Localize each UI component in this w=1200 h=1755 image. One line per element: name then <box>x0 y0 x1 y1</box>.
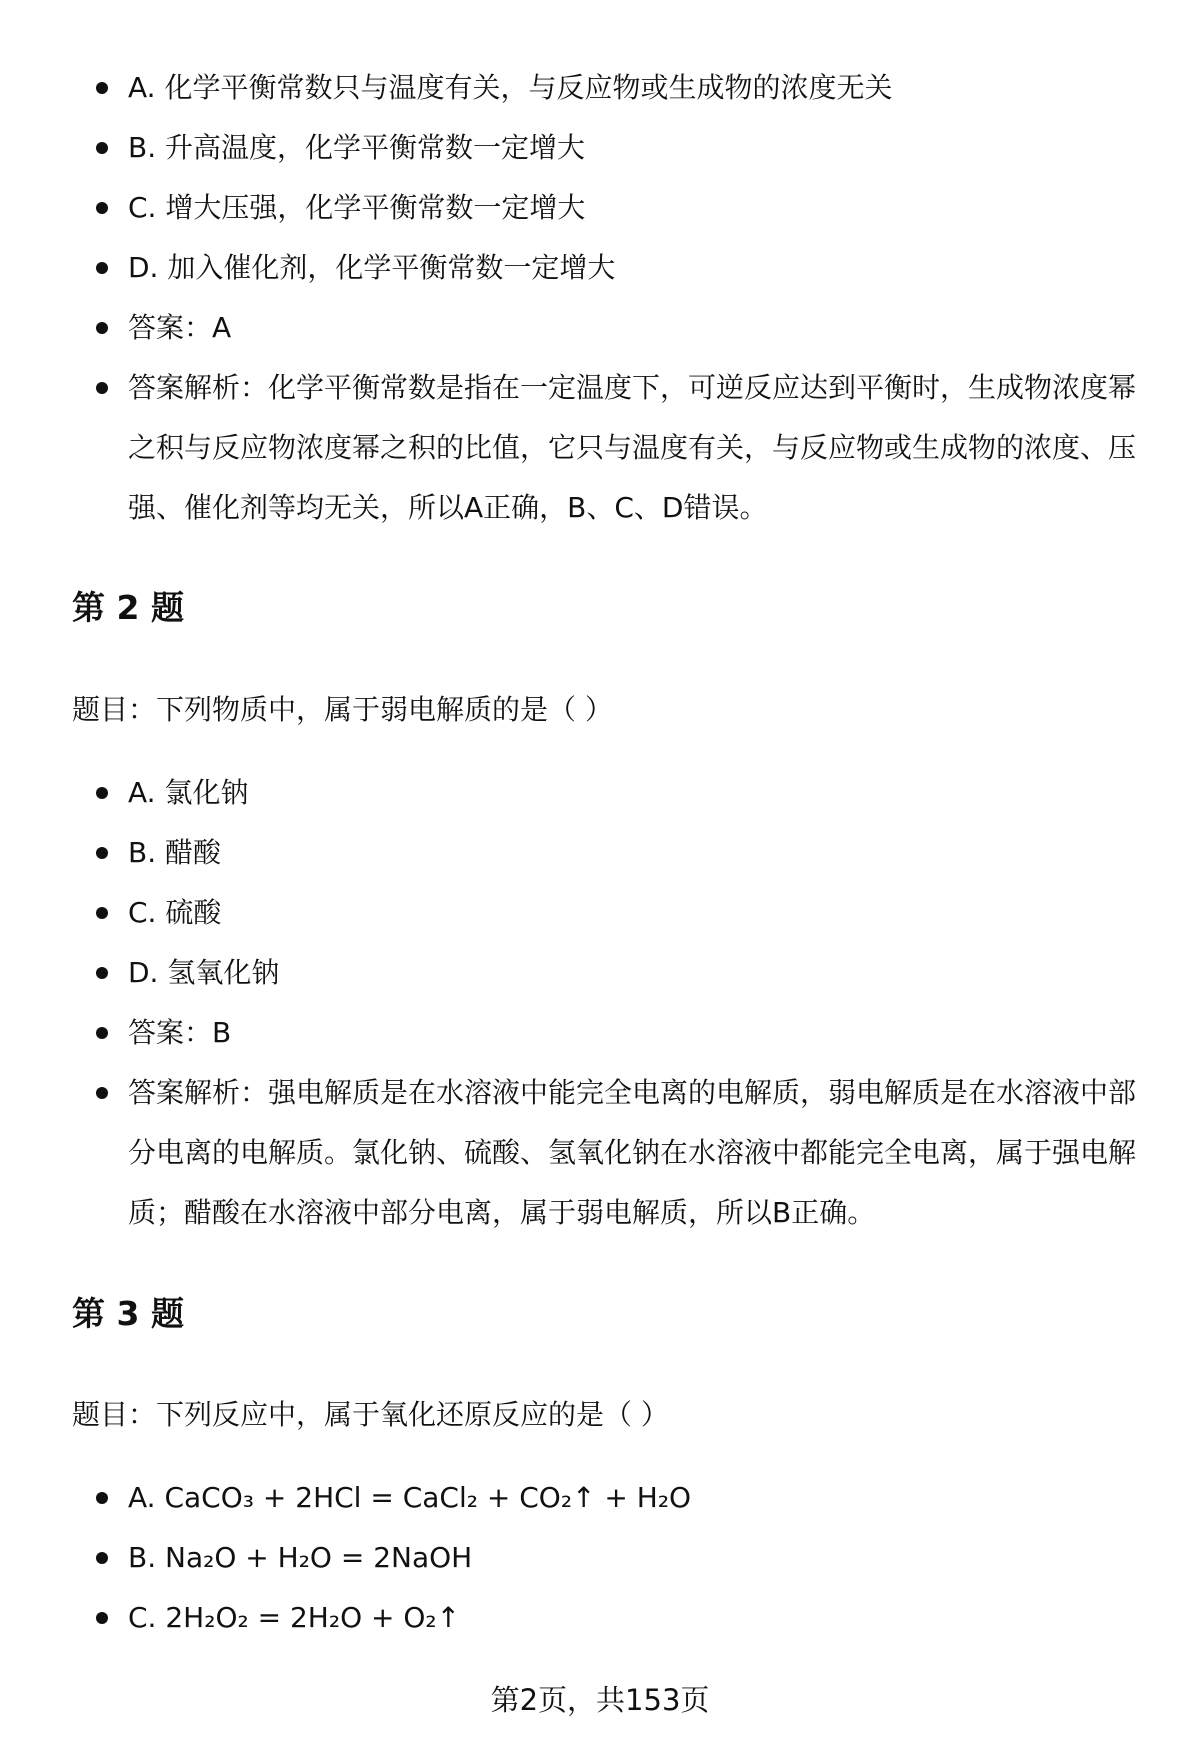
bullet-icon <box>96 1492 108 1504</box>
q2-option-c: C. 硫酸 <box>90 883 1140 943</box>
q2-answer: 答案：B <box>90 1003 1140 1063</box>
q3-heading: 第 3 题 <box>72 1294 184 1333</box>
q3-option-a: A. CaCO₃ + 2HCl = CaCl₂ + CO₂↑ + H₂O <box>90 1468 1140 1528</box>
q3-options <box>90 1468 1140 1648</box>
q2-explanation: 答案解析：强电解质是在水溶液中能完全电离的电解质，弱电解质是在水溶液中部分电离的电解质。氯化钠、硫酸、氢氧化钠在水溶液中都能完全电离，属于强电解质；醋酸在水溶液中部分电离，属于弱电解质，所以B正确。 <box>90 1063 1140 1243</box>
bullet-icon <box>96 382 108 394</box>
q1-option-d: D. 加入催化剂，化学平衡常数一定增大 <box>90 238 1140 298</box>
bullet-icon <box>96 1087 108 1099</box>
bullet-icon <box>96 907 108 919</box>
bullet-icon <box>96 1552 108 1564</box>
q2-option-d: D. 氢氧化钠 <box>90 943 1140 1003</box>
q1-explanation: 答案解析：化学平衡常数是指在一定温度下，可逆反应达到平衡时，生成物浓度幂之积与反应物浓度幂之积的比值，它只与温度有关，与反应物或生成物的浓度、压强、催化剂等均无关，所以A正确，B、C、D错误。 <box>90 358 1140 538</box>
q3-question: 题目：下列反应中，属于氧化还原反应的是（ ） <box>72 1398 669 1431</box>
bullet-icon <box>96 262 108 274</box>
bullet-icon <box>96 82 108 94</box>
bullet-icon <box>96 967 108 979</box>
bullet-icon <box>96 1612 108 1624</box>
q1-option-c: C. 增大压强，化学平衡常数一定增大 <box>90 178 1140 238</box>
bullet-icon <box>96 787 108 799</box>
bullet-icon <box>96 202 108 214</box>
page-footer: 第2页，共153页 <box>490 1683 710 1717</box>
q3-option-c: C. 2H₂O₂ = 2H₂O + O₂↑ <box>90 1588 1140 1648</box>
q2-options <box>90 763 1140 1243</box>
q1-answer: 答案：A <box>90 298 1140 358</box>
q2-question: 题目：下列物质中，属于弱电解质的是（ ） <box>72 693 613 726</box>
q3-option-b: B. Na₂O + H₂O = 2NaOH <box>90 1528 1140 1588</box>
q1-options <box>90 58 1140 538</box>
bullet-icon <box>96 1027 108 1039</box>
bullet-icon <box>96 322 108 334</box>
bullet-icon <box>96 847 108 859</box>
q2-option-b: B. 醋酸 <box>90 823 1140 883</box>
bullet-icon <box>96 142 108 154</box>
q1-option-b: B. 升高温度，化学平衡常数一定增大 <box>90 118 1140 178</box>
q2-heading: 第 2 题 <box>72 588 184 627</box>
q2-option-a: A. 氯化钠 <box>90 763 1140 823</box>
q1-option-a: A. 化学平衡常数只与温度有关，与反应物或生成物的浓度无关 <box>90 58 1140 118</box>
